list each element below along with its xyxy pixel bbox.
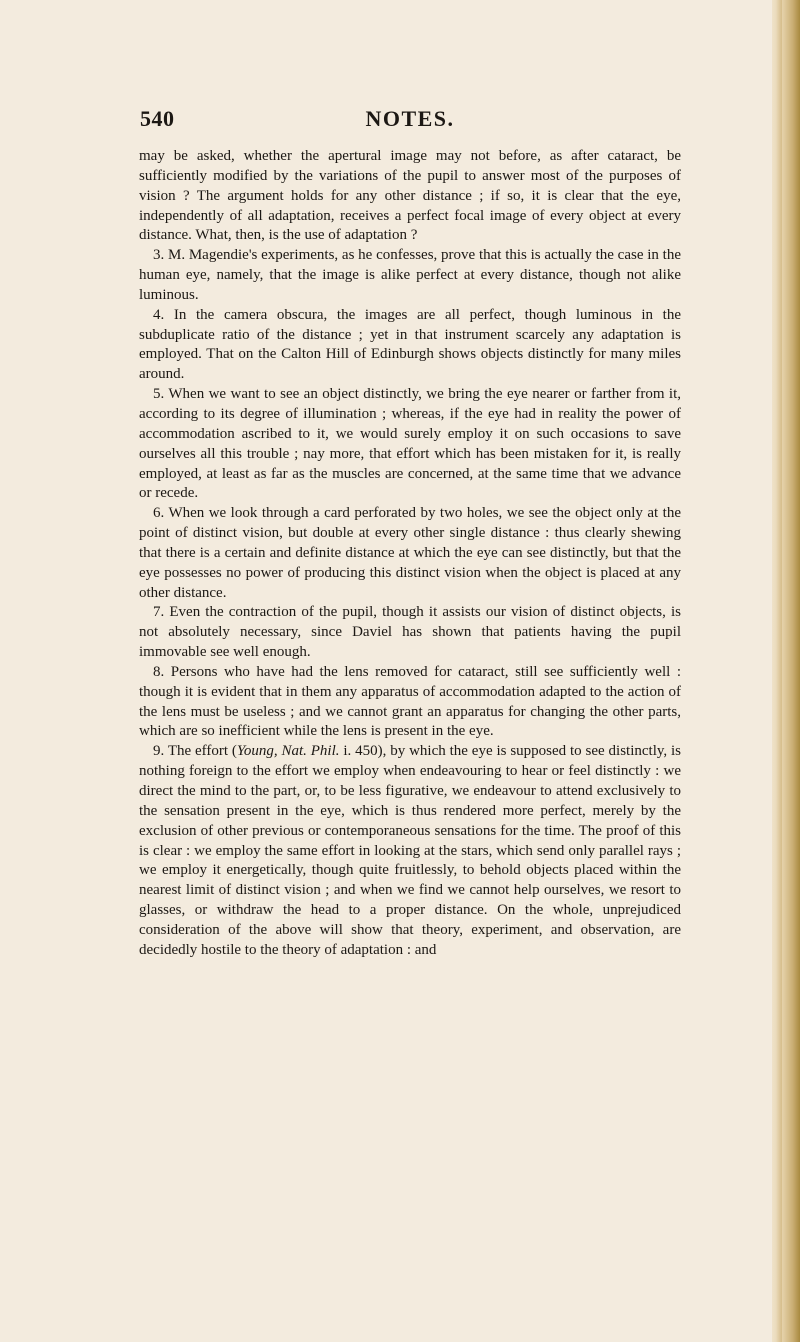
paragraph-note-4: 4. In the camera obscura, the images are all perfect, though luminous in the subduplicate ratio of the distance ; yet in that instrument scarcely any adaptation is employed. That on the Calton Hill of Edinburgh shows objects distinctly for many miles around. — [139, 306, 681, 383]
paragraph-note-3: 3. M. Magendie's experiments, as he confesses, prove that this is actually the case in the human eye, namely, that the image is alike perfect at every distance, though not alike luminous. — [139, 247, 681, 303]
paragraph-continuation: may be asked, whether the apertural image may not before, as after cataract, be sufficiently modified by the variations of the pupil to answer most of the purposes of vision ? The argument holds for any other distance ; if so, it is clear that the eye, independently of all adaptation, receives a perfect focal image of every object at every distance. What, then, is the use of adaptation ? — [139, 148, 681, 244]
page-edge-highlight — [776, 0, 782, 1342]
notes-body — [139, 147, 681, 961]
paragraph-note-9 — [139, 742, 681, 960]
paragraph-note-8: 8. Persons who have had the lens removed for cataract, still see sufficiently well : though it is evident that in them any apparatus of accommodation adapted to the action of the lens must be useless ; and we cannot grant an apparatus for changing the other parts, which are so inefficient while the lens is present in the eye. — [139, 663, 681, 740]
page-number: 540 — [140, 106, 175, 131]
note-9-text: i. 450), by which the eye is supposed to see distinctly, is nothing foreign to the effort we employ when endeavouring to hear or feel distinctly : we direct the mind to the part, or, to be less figurative, we endeavour to attend exclusively to the sensation present in the eye, which is thus rendered more perfect, merely by the exclusion of other previous or contemporaneous sensations for the time. The proof of this is clear : we employ the same effort in looking at the stars, which send only parallel rays ; we employ it energetically, though quite fruitlessly, to behold objects placed within the nearest limit of distinct vision ; and when we find we cannot help ourselves, we resort to glasses, or withdraw the head to a proper distance. On the whole, unprejudiced consideration of the above will show that theory, experiment, and observation, are decidedly hostile to the theory of adaptation : and — [139, 743, 682, 958]
note-9-citation: Young, Nat. Phil. — [236, 743, 340, 760]
paragraph-note-7: 7. Even the contraction of the pupil, though it assists our vision of distinct objects, is not absolutely necessary, since Daviel has shown that patients having the pupil immovable see well enough. — [139, 604, 681, 661]
running-title: NOTES. — [365, 106, 455, 131]
note-9-lead: 9. The effort ( — [153, 743, 237, 760]
paragraph-note-6: 6. When we look through a card perforated by two holes, we see the object only at the point of distinct vision, but double at every other single distance : thus clearly shewing that there is a certain and definite distance at which the eye can see distinctly, but that the eye possesses no power of producing this distinct vision when the object is placed at any other distance. — [139, 505, 681, 601]
paragraph-note-5: 5. When we want to see an object distinctly, we bring the eye nearer or farther from it, according to its degree of illumination ; whereas, if the eye had in reality the power of accommodation ascribed to it, we would surely employ it on such occasions to save ourselves all this trouble ; nay more, that effort which has been mistaken for it, is really employed, at least as far as the muscles are concerned, at the same time that we advance or recede. — [139, 386, 681, 502]
page-header — [140, 106, 680, 136]
